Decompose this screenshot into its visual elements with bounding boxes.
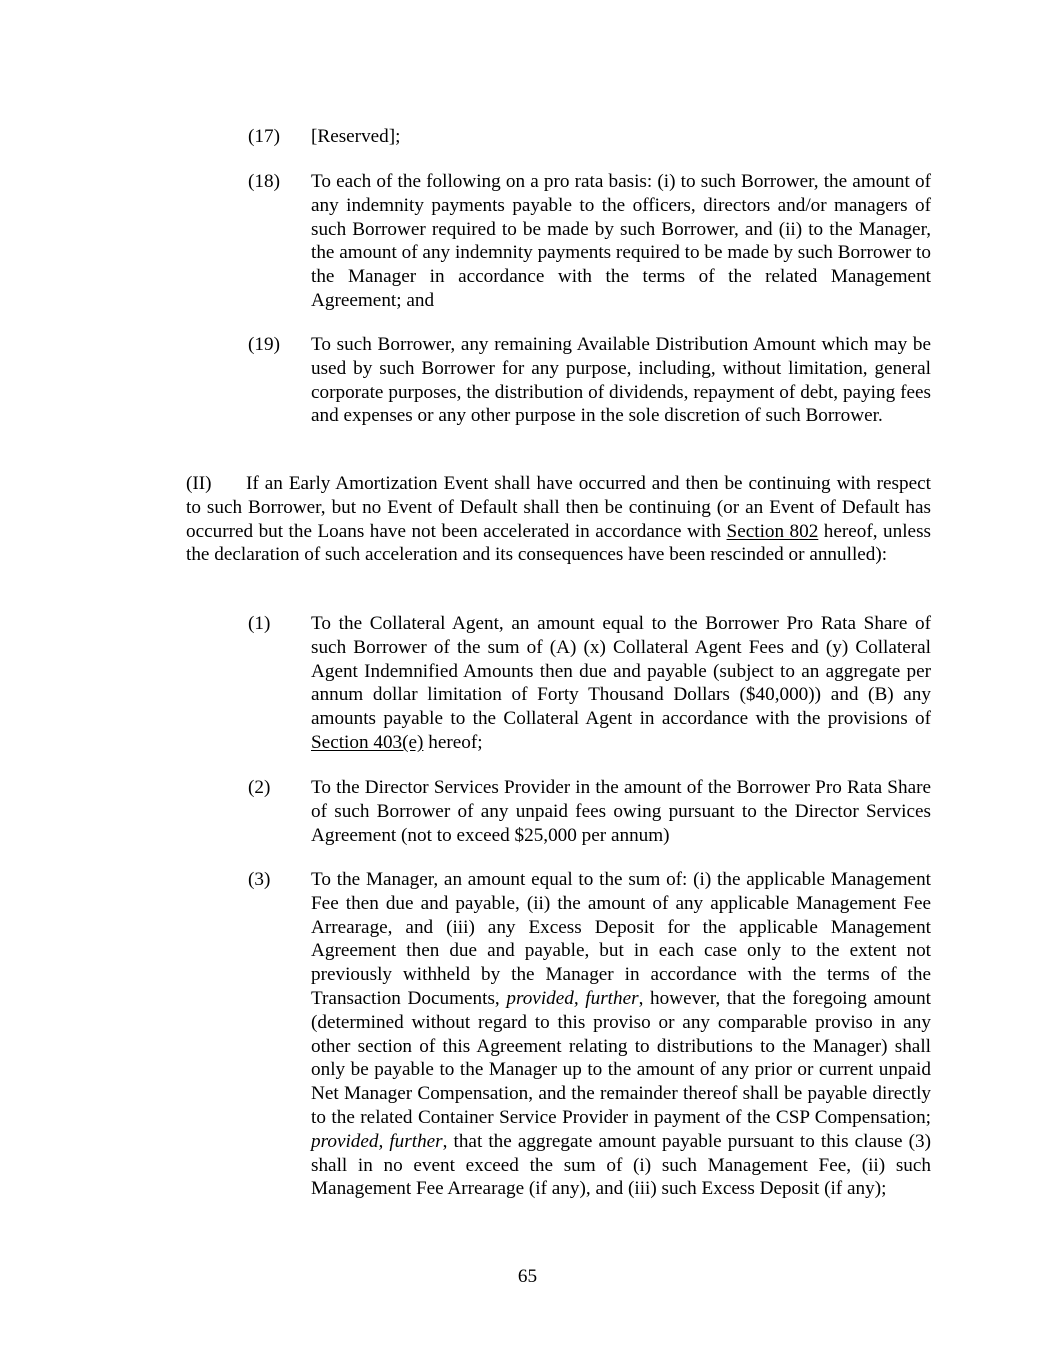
item-number: (17) bbox=[248, 126, 280, 147]
list-item-1 bbox=[248, 612, 931, 755]
item-number: (3) bbox=[248, 869, 271, 890]
item-text: To each of the following on a pro rata basis: (i) to such Borrower, the amount of any indemnity payments payable to the officers, directors and/or managers of such Borrower required to be made by such Borrower, and (ii) to the Manager, the amount of any indemnity payments required to be made by such Borrower to the Manager in accordance with the terms of the related Management Agreement; and bbox=[311, 171, 931, 311]
item-text bbox=[311, 612, 931, 755]
section-403e-link[interactable]: Section 403(e) bbox=[311, 731, 424, 753]
item-number: (2) bbox=[248, 777, 271, 798]
list-item-2 bbox=[248, 776, 931, 847]
item-text-after: hereof; bbox=[423, 731, 483, 753]
section-802-link[interactable]: Section 802 bbox=[726, 520, 819, 542]
section-number: (II) bbox=[186, 473, 212, 494]
section-text-after: hereof, unless the declaration of such acceleration and its consequences have been rescinded or annulled): bbox=[186, 520, 932, 566]
item-number: (18) bbox=[248, 171, 280, 192]
section-ii-paragraph bbox=[186, 472, 931, 567]
item-text-italic2: provided, further bbox=[311, 1130, 443, 1152]
list-item-19 bbox=[248, 333, 931, 428]
page-number: 65 bbox=[517, 1266, 538, 1287]
item-text-italic1: provided, further bbox=[506, 987, 639, 1009]
list-item-17 bbox=[248, 125, 931, 149]
item-text: To the Director Services Provider in the amount of the Borrower Pro Rata Share of such Borrower of any unpaid fees owing pursuant to the Director Services Agreement (not to exceed $25,000 per annum) bbox=[311, 777, 931, 846]
item-number: (1) bbox=[248, 613, 271, 634]
section-text-before: If an Early Amortization Event shall have occurred and then be continuing with respect to such Borrower, but no Event of Default shall then be continuing (or an Event of Default has occurred but the Loans have not been accelerated in accordance with bbox=[186, 473, 931, 542]
item-text: To such Borrower, any remaining Available Distribution Amount which may be used by such Borrower for any purpose, including, without limitation, general corporate purposes, the distribution of dividends, repayment of debt, paying fees and expenses or any other purpose in the sole discretion of such Borrower. bbox=[311, 334, 931, 427]
item-text-before: To the Collateral Agent, an amount equal to the Borrower Pro Rata Share of such Borrower of the sum of (A) (x) Collateral Agent Fees and (y) Collateral Agent Indemnified Amounts then due and payable (subject to an aggregate per annum dollar limitation of Forty Thousand Dollars ($40,000)) and (B) any amounts payable to the Collateral Agent in accordance with the provisions of bbox=[311, 613, 931, 730]
list-item-3 bbox=[248, 868, 931, 1201]
item-text-part3: , that the aggregate amount payable pursuant to this clause (3) shall in no event exceed the sum of (i) such Management Fee, (ii) such Management Fee Arrearage (if any), and (iii) such Excess Deposit (if any); bbox=[311, 1130, 931, 1200]
item-text bbox=[311, 868, 931, 1201]
item-text-part2: , however, that the foregoing amount (determined without regard to this proviso or any comparable proviso in any other section of this Agreement relating to distributions to the Manager) shall only be payable to the Manager up to the amount of any prior or current unpaid Net Manager Compensation, and the remainder thereof shall be payable directly to the related Container Service Provider in payment of the CSP Compensation; bbox=[311, 987, 932, 1128]
list-item-18 bbox=[248, 170, 931, 313]
item-text: [Reserved]; bbox=[311, 126, 401, 147]
item-text-part1: To the Manager, an amount equal to the sum of: (i) the applicable Management Fee then due and payable, (ii) the amount of any applicable Management Fee Arrearage, and (iii) any Excess Deposit for the applicable Management Agreement then due and payable, but in each case only to the extent not previously withheld by the Manager in accordance with the terms of the Transaction Documents, bbox=[311, 869, 931, 1009]
item-number: (19) bbox=[248, 334, 280, 355]
